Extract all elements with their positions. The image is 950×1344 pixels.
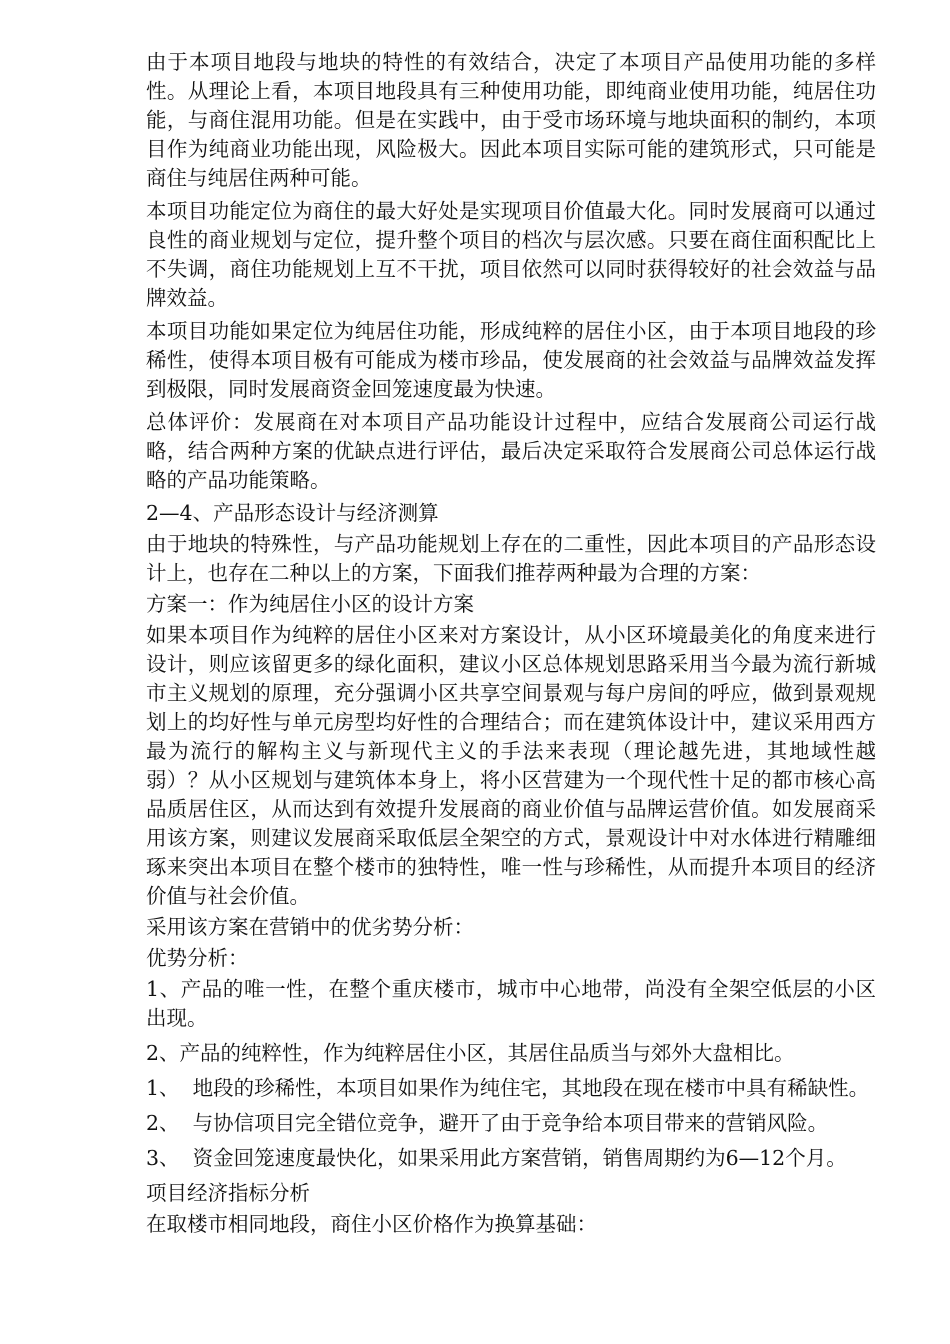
list-item: 1、 地段的珍稀性，本项目如果作为纯住宅，其地段在现在楼市中具有稀缺性。 [146,1076,870,1100]
list-item: 1、产品的唯一性，在整个重庆楼市，城市中心地带，尚没有全架空低层的小区出现。 [146,977,876,1030]
paragraph-overall-evaluation: 总体评价：发展商在对本项目产品功能设计过程中，应结合发展商公司运行战略，结合两种方案的优缺点进行评估，最后决定采取符合发展商公司总体运行战略的产品功能策略。 [146,410,876,492]
marketing-analysis-heading: 采用该方案在营销中的优劣势分析： [146,915,474,939]
document-page [146,48,876,1241]
economic-indicators-heading: 项目经济指标分析 [146,1181,310,1205]
paragraph-plan-one-description: 如果本项目作为纯粹的居住小区来对方案设计，从小区环境最美化的角度来进行设计，则应该留更多的绿化面积，建议小区总体规划思路采用当今最为流行新城市主义规划的原理，充分强调小区共享空间景观与每户房间的呼应，做到景观规划上的均好性与单元房型均好性的合理结合；而在建筑体设计中，建议采用西方最为流行的解构主义与新现代主义的手法来表现（理论越先进，其地域性越弱）？从小区规划与建筑体本身上，将小区营建为一个现代性十足的都市核心高品质居住区，从而达到有效提升发展商的商业价值与品牌运营价值。如发展商采用该方案，则建议发展商采取低层全架空的方式，景观设计中对水体进行精雕细琢来突出本项目在整个楼市的独特性，唯一性与珍稀性，从而提升本项目的经济价值与社会价值。 [146,623,876,908]
paragraph-pure-residential-positioning: 本项目功能如果定位为纯居住功能，形成纯粹的居住小区，由于本项目地段的珍稀性，使得本项目极有可能成为楼市珍品，使发展商的社会效益与品牌效益发挥到极限，同时发展商资金回笼速度最为快速。 [146,319,876,401]
paragraph-product-function-diversity: 由于本项目地段与地块的特性的有效结合，决定了本项目产品使用功能的多样性。从理论上看，本项目地段具有三种使用功能，即纯商业使用功能，纯居住功能，与商住混用功能。但是在实践中，由于受市场环境与地块面积的制约，本项目作为纯商业功能出现，风险极大。因此本项目实际可能的建筑形式，只可能是商住与纯居住两种可能。 [146,50,876,190]
list-item: 2、产品的纯粹性，作为纯粹居住小区，其居住品质当与郊外大盘相比。 [146,1041,795,1065]
paragraph-form-design-intro: 由于地块的特殊性，与产品功能规划上存在的二重性，因此本项目的产品形态设计上，也存在二种以上的方案，下面我们推荐两种最为合理的方案： [146,532,876,585]
list-item: 3、 资金回笼速度最快化，如果采用此方案营销，销售周期约为6—12个月。 [146,1146,847,1170]
paragraph-price-basis: 在取楼市相同地段，商住小区价格作为换算基础： [146,1212,597,1236]
plan-one-heading: 方案一：作为纯居住小区的设计方案 [146,592,474,616]
paragraph-commercial-residential-advantage: 本项目功能定位为商住的最大好处是实现项目价值最大化。同时发展商可以通过良性的商业规划与定位，提升整个项目的档次与层次感。只要在商住面积配比上不失调，商住功能规划上互不干扰，项目依然可以同时获得较好的社会效益与品牌效益。 [146,199,876,310]
list-item: 2、 与协信项目完全错位竞争，避开了由于竞争给本项目带来的营销风险。 [146,1111,829,1135]
advantage-analysis-heading: 优势分析： [146,946,249,970]
section-heading-2-4: 2—4、产品形态设计与经济测算 [146,501,439,525]
